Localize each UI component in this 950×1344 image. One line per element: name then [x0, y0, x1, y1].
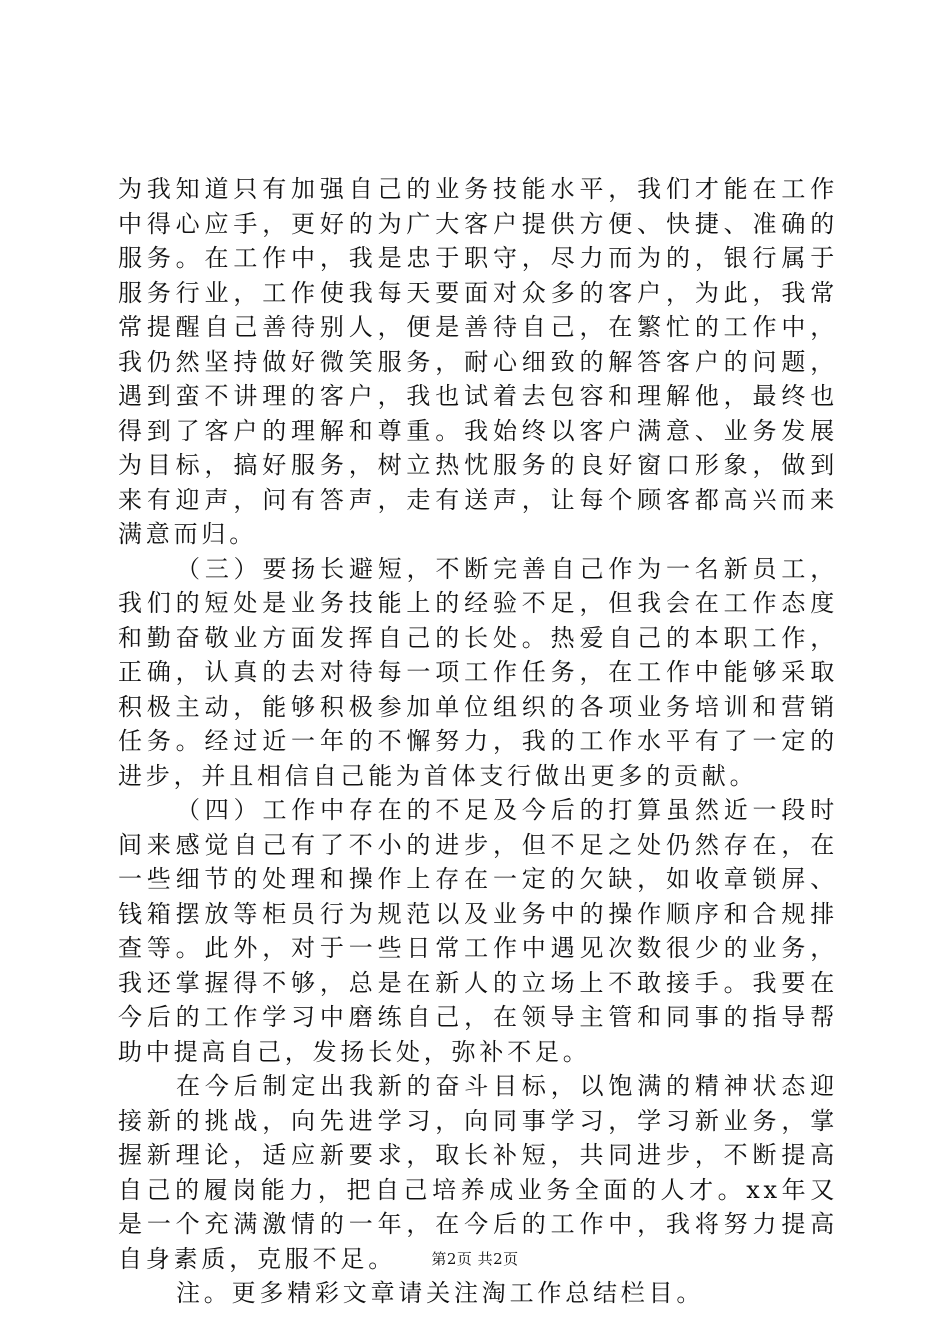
- document-body: [118, 172, 838, 1311]
- paragraph-section-4: （四）工作中存在的不足及今后的打算虽然近一段时间来感觉自己有了不小的进步，但不足之处仍然存在，在一些细节的处理和操作上存在一定的欠缺，如收章锁屏、钱箱摆放等柜员行为规范以及业务中的操作顺序和合规排查等。此外，对于一些日常工作中遇见次数很少的业务，我还掌握得不够，总是在新人的立场上不敢接手。我要在今后的工作学习中磨练自己，在领导主管和同事的指导帮助中提高自己，发扬长处，弥补不足。: [118, 796, 838, 1066]
- paragraph-section-3: （三）要扬长避短，不断完善自己作为一名新员工，我们的短处是业务技能上的经验不足，但我会在工作态度和勤奋敬业方面发挥自己的长处。热爱自己的本职工作，正确，认真的去对待每一项工作任务，在工作中能够采取积极主动，能够积极参加单位组织的各项业务培训和营销任务。经过近一年的不懈努力，我的工作水平有了一定的进步，并且相信自己能为首体支行做出更多的贡献。: [118, 554, 838, 790]
- paragraph-note: 注。更多精彩文章请关注淘工作总结栏目。: [176, 1279, 705, 1307]
- paragraph-continuation: 为我知道只有加强自己的业务技能水平，我们才能在工作中得心应手，更好的为广大客户提供方便、快捷、准确的服务。在工作中，我是忠于职守，尽力而为的，银行属于服务行业，工作使我每天要面对众多的客户，为此，我常常提醒自己善待别人，便是善待自己，在繁忙的工作中，我仍然坚持做好微笑服务，耐心细致的解答客户的问题，遇到蛮不讲理的客户，我也试着去包容和理解他，最终也得到了客户的理解和尊重。我始终以客户满意、业务发展为目标，搞好服务，树立热忱服务的良好窗口形象，做到来有迎声，问有答声，走有送声，让每个顾客都高兴而来满意而归。: [118, 175, 838, 548]
- paragraph-conclusion: 在今后制定出我新的奋斗目标，以饱满的精神状态迎接新的挑战，向先进学习，向同事学习，学习新业务，掌握新理论，适应新要求，取长补短，共同进步，不断提高自己的履岗能力，把自己培养成业务全面的人才。xx年又是一个充满激情的一年，在今后的工作中，我将努力提高自身素质，克服不足。: [118, 1072, 838, 1273]
- page-footer: 第2页 共2页: [431, 1250, 519, 1268]
